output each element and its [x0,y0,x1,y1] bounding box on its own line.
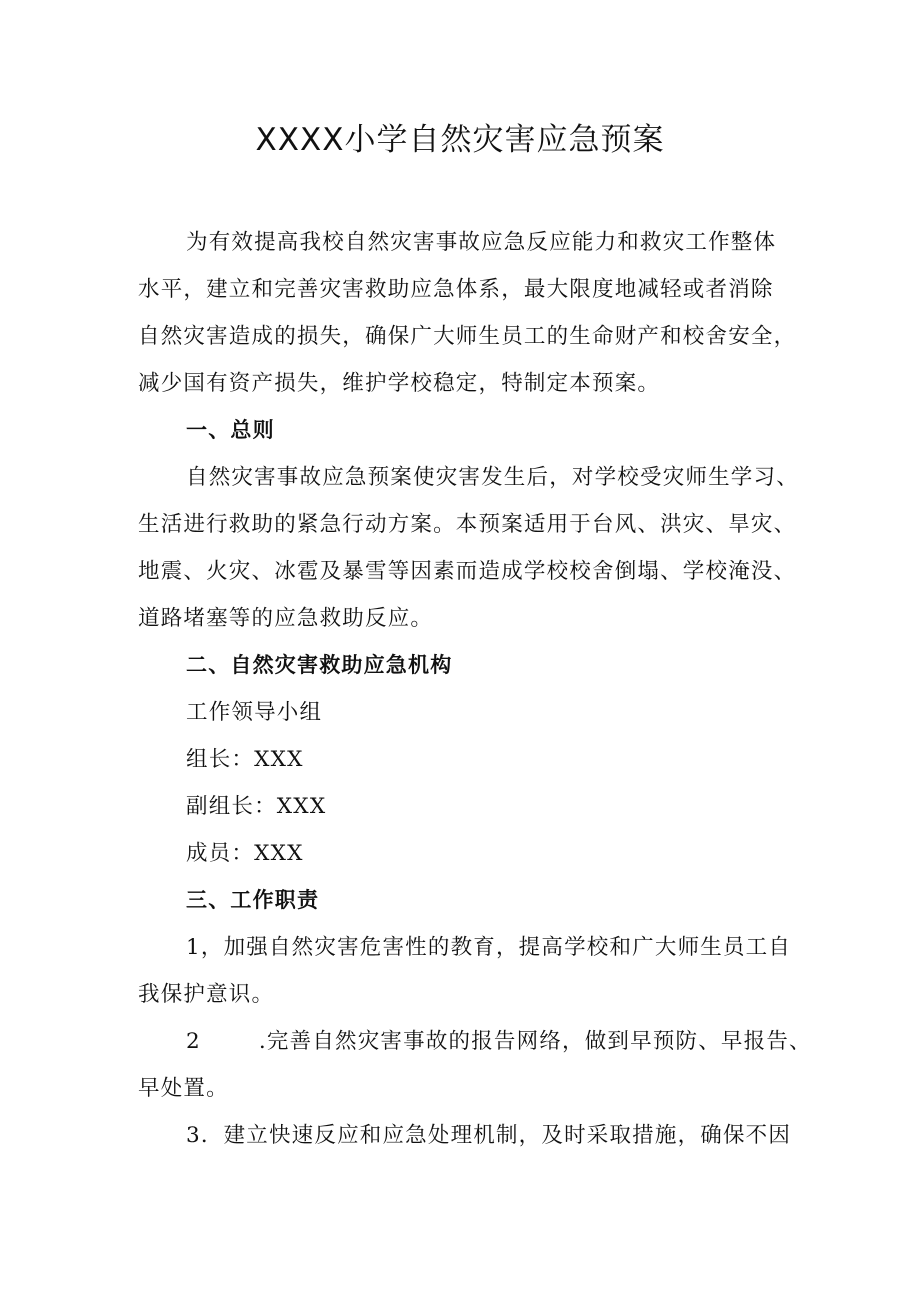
section1-line: 地震、火灾、冰雹及暴雪等因素而造成学校校舍倒塌、学校淹没、 [138,559,797,584]
section-heading-general: 一、总则 [186,418,275,442]
section1-line: 道路堵塞等的应急救助反应。 [138,606,434,631]
duty-item-1-line: 1，加强自然灾害危害性的教育，提高学校和广大师生员工自 [186,935,792,960]
document-body [138,219,818,1159]
group-deputy: 副组长：XXX [186,794,327,819]
section-heading-duties: 三、工作职责 [186,888,320,912]
group-leader: 组长：XXX [186,747,304,772]
duty-item-2-text: .完善自然灾害事故的报告网络，做到早预防、早报告、 [258,1029,812,1054]
duty-item-2-line [138,1018,818,1065]
group-members: 成员：XXX [186,841,304,866]
duty-item-1-line: 我保护意识。 [138,982,275,1007]
duty-item-2-number: 2 [186,1029,201,1054]
duty-item-2-line: 早处置。 [138,1076,229,1101]
intro-line: 为有效提高我校自然灾害事故应急反应能力和救灾工作整体 [186,230,777,255]
section1-line: 自然灾害事故应急预案使灾害发生后，对学校受灾师生学习、 [186,465,799,490]
duty-item-3-line: 3．建立快速反应和应急处理机制，及时采取措施，确保不因 [186,1123,792,1148]
document-title: XXXX小学自然灾害应急预案 [255,122,665,158]
group-name: 工作领导小组 [186,700,323,725]
intro-line: 减少国有资产损失，维护学校稳定，特制定本预案。 [138,371,661,396]
section-heading-organization: 二、自然灾害救助应急机构 [186,653,453,677]
intro-line: 自然灾害造成的损失，确保广大师生员工的生命财产和校舍安全， [138,324,797,349]
section1-line: 生活进行救助的紧急行动方案。本预案适用于台风、洪灾、旱灾、 [138,512,797,537]
intro-line: 水平，建立和完善灾害救助应急体系，最大限度地减轻或者消除 [138,277,774,302]
